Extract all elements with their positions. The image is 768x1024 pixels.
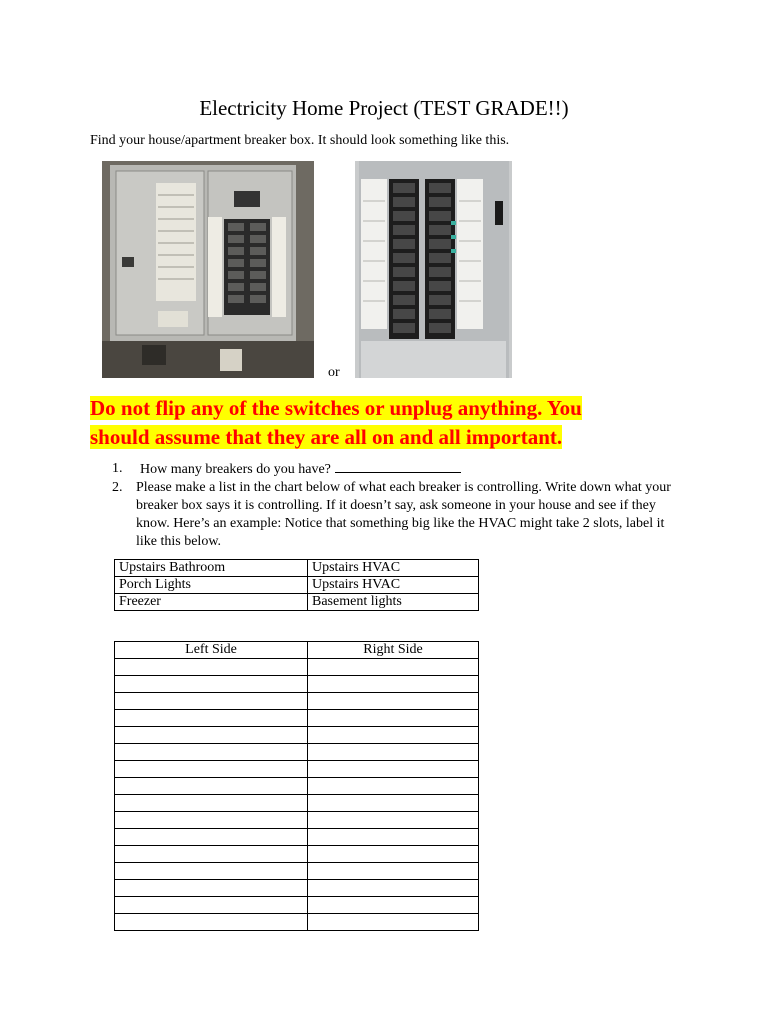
table-row <box>115 914 479 931</box>
table-cell: Upstairs HVAC <box>308 577 479 594</box>
table-cell[interactable] <box>115 880 308 897</box>
table-row <box>115 577 479 594</box>
table-cell[interactable] <box>115 863 308 880</box>
table-cell[interactable] <box>115 778 308 795</box>
table-row <box>115 829 479 846</box>
table-row <box>115 710 479 727</box>
table-row <box>115 560 479 577</box>
table-row <box>115 693 479 710</box>
table-row <box>115 846 479 863</box>
table-row <box>115 594 479 611</box>
question-list <box>112 460 672 551</box>
table-cell[interactable] <box>115 795 308 812</box>
or-label: or <box>328 365 340 380</box>
table-cell[interactable] <box>115 744 308 761</box>
table-row <box>115 778 479 795</box>
table-header-row <box>115 642 479 659</box>
table-row <box>115 761 479 778</box>
table-cell[interactable] <box>115 659 308 676</box>
question-number: 2. <box>112 480 123 495</box>
warning-line-1: Do not flip any of the switches or unplug anything. You <box>90 396 582 420</box>
breaker-list-table <box>114 641 479 931</box>
table-cell[interactable] <box>115 676 308 693</box>
table-cell[interactable] <box>115 829 308 846</box>
question-text: How many breakers do you have? <box>140 462 331 477</box>
table-cell[interactable] <box>115 710 308 727</box>
table-cell[interactable] <box>115 846 308 863</box>
table-row <box>115 863 479 880</box>
question-1 <box>112 460 672 479</box>
table-cell[interactable] <box>308 846 479 863</box>
table-cell[interactable] <box>308 897 479 914</box>
table-cell[interactable] <box>308 812 479 829</box>
answer-blank[interactable] <box>335 460 461 473</box>
table-row <box>115 659 479 676</box>
table-cell[interactable] <box>308 761 479 778</box>
table-cell[interactable] <box>308 914 479 931</box>
breaker-box-photo-open <box>102 161 314 378</box>
header-right-side: Right Side <box>308 642 479 659</box>
table-cell[interactable] <box>115 897 308 914</box>
table-cell[interactable] <box>115 761 308 778</box>
table-cell[interactable] <box>308 880 479 897</box>
table-row <box>115 880 479 897</box>
question-text: Please make a list in the chart below of what each breaker is controlling. Write down what your breaker box says it is controlling. If it doesn’t say, ask someone in your house and see if they know. Here’s an example: Notice that something big like the HVAC might take 2 slots, label it like this below. <box>136 480 671 549</box>
table-cell[interactable] <box>308 744 479 761</box>
page-title: Electricity Home Project (TEST GRADE!!) <box>199 96 569 120</box>
table-row <box>115 795 479 812</box>
table-row <box>115 676 479 693</box>
table-cell[interactable] <box>308 710 479 727</box>
table-cell[interactable] <box>115 693 308 710</box>
table-cell: Freezer <box>115 594 308 611</box>
warning-notice <box>90 394 690 452</box>
table-cell: Basement lights <box>308 594 479 611</box>
question-2 <box>112 479 672 551</box>
table-cell[interactable] <box>115 812 308 829</box>
table-cell[interactable] <box>308 727 479 744</box>
table-cell[interactable] <box>308 693 479 710</box>
warning-line-2: should assume that they are all on and all important. <box>90 425 563 449</box>
table-cell: Upstairs Bathroom <box>115 560 308 577</box>
table-cell[interactable] <box>308 676 479 693</box>
table-cell[interactable] <box>115 727 308 744</box>
table-cell[interactable] <box>308 795 479 812</box>
breaker-box-photo-closeup <box>355 161 512 378</box>
table-cell: Upstairs HVAC <box>308 560 479 577</box>
table-row <box>115 897 479 914</box>
table-cell[interactable] <box>308 863 479 880</box>
question-number: 1. <box>112 461 123 476</box>
intro-text: Find your house/apartment breaker box. It should look something like this. <box>90 133 510 148</box>
table-row <box>115 744 479 761</box>
table-row <box>115 727 479 744</box>
table-row <box>115 812 479 829</box>
table-cell[interactable] <box>308 659 479 676</box>
table-cell[interactable] <box>115 914 308 931</box>
table-cell[interactable] <box>308 778 479 795</box>
example-table <box>114 559 479 611</box>
table-cell: Porch Lights <box>115 577 308 594</box>
table-cell[interactable] <box>308 829 479 846</box>
header-left-side: Left Side <box>115 642 308 659</box>
